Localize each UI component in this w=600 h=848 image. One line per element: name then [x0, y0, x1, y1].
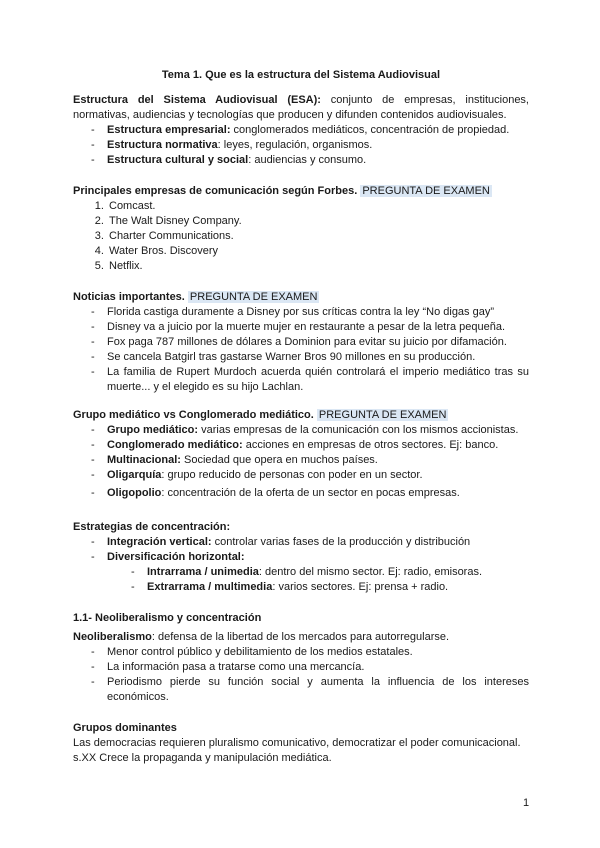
- item-term: Oligopolio: [107, 487, 162, 499]
- list-item: [89, 550, 529, 595]
- neo-list: [73, 645, 529, 705]
- grupos-dominantes-heading: Grupos dominantes: [73, 722, 177, 734]
- neo-definition-text: : defensa de la libertad de los mercados para autorregularse.: [151, 631, 450, 643]
- list-item: [89, 123, 529, 138]
- estrategias-heading: Estrategias de concentración:: [73, 521, 231, 533]
- heading-text: Noticias importantes.: [73, 291, 185, 303]
- list-item: 4. Water Bros. Discovery: [107, 244, 529, 259]
- list-item: - La información pasa a tratarse como una mercancía.: [89, 660, 529, 675]
- neo-heading: 1.1- Neoliberalismo y concentración: [73, 612, 262, 624]
- item-term: Oligarquía: [107, 469, 162, 481]
- list-item: [89, 423, 529, 438]
- list-item: - Fox paga 787 millones de dólares a Dominion para evitar su juicio por difamación.: [89, 335, 529, 350]
- document-page: [73, 68, 529, 766]
- list-item: - Periodismo pierde su función social y aumenta la influencia de los intereses económicos.: [89, 675, 529, 705]
- list-item: - Menor control público y debilitamiento de los medios estatales.: [89, 645, 529, 660]
- item-term: Diversificación horizontal:: [107, 551, 245, 563]
- list-item: [89, 438, 529, 453]
- grupos-dominantes-line2: s.XX Crece la propaganda y manipulación mediática.: [73, 752, 332, 764]
- item-text: : grupo reducido de personas con poder en un sector.: [161, 469, 423, 481]
- esa-definition: [73, 93, 529, 123]
- list-item: [89, 486, 529, 501]
- news-heading: [73, 290, 529, 305]
- list-item: [89, 468, 529, 483]
- item-term: Multinacional:: [107, 454, 181, 466]
- list-item: - La familia de Rupert Murdoch acuerda quién controlará el imperio mediático tras su muerte... y el elegido es su hijo Lachlan.: [89, 365, 529, 395]
- item-term: Estructura cultural y social: [107, 154, 249, 166]
- news-list: [73, 305, 529, 395]
- list-item: - Se cancela Batgirl tras gastarse Warner Bros 90 millones en su producción.: [89, 350, 529, 365]
- item-text: : leyes, regulación, organismos.: [217, 139, 373, 151]
- item-text: acciones en empresas de otros sectores. Ej: banco.: [242, 439, 499, 451]
- item-text: Sociedad que opera en muchos países.: [180, 454, 378, 466]
- list-item: 5. Netflix.: [107, 259, 529, 274]
- item-text: : dentro del mismo sector. Ej: radio, emisoras.: [258, 566, 483, 578]
- exam-tag: PREGUNTA DE EXAMEN: [362, 185, 490, 197]
- list-item: - Disney va a juicio por la muerte mujer en restaurante a pesar de la letra pequeña.: [89, 320, 529, 335]
- item-text: varias empresas de la comunicación con los mismos accionistas.: [198, 424, 519, 436]
- forbes-heading: [73, 184, 529, 199]
- grupo-list: [73, 423, 529, 501]
- item-term: Intrarrama / unimedia: [147, 566, 259, 578]
- neo-definition: [73, 630, 529, 645]
- list-item: [129, 565, 529, 580]
- heading-text: Principales empresas de comunicación según Forbes.: [73, 185, 358, 197]
- item-text: conglomerados mediáticos, concentración de propiedad.: [230, 124, 510, 136]
- list-item: 1. Comcast.: [107, 199, 529, 214]
- item-term: Conglomerado mediático:: [107, 439, 243, 451]
- list-item: [89, 153, 529, 168]
- horizontal-sublist: [107, 565, 529, 595]
- forbes-list: [73, 199, 529, 274]
- neo-term: Neoliberalismo: [73, 631, 152, 643]
- list-item: 3. Charter Communications.: [107, 229, 529, 244]
- esa-term: Estructura del Sistema Audiovisual (ESA):: [73, 94, 321, 106]
- exam-tag: PREGUNTA DE EXAMEN: [318, 409, 447, 421]
- item-text: : audiencias y consumo.: [248, 154, 367, 166]
- esa-definition-text: conjunto de empresas, instituciones, normativas, audiencias y tecnologías que producen y difunden contenidos audiovisuales.: [73, 94, 529, 121]
- list-item: [89, 535, 529, 550]
- page-number: 1: [523, 797, 530, 809]
- list-item: - Florida castiga duramente a Disney por sus críticas contra la ley “No digas gay”: [89, 305, 529, 320]
- item-term: Grupo mediático:: [107, 424, 199, 436]
- item-term: Integración vertical:: [107, 536, 212, 548]
- exam-tag: PREGUNTA DE EXAMEN: [189, 291, 318, 303]
- item-text: controlar varias fases de la producción y distribución: [211, 536, 471, 548]
- esa-list: [73, 123, 529, 168]
- list-item: [129, 580, 529, 595]
- item-text: : concentración de la oferta de un sector en pocas empresas.: [161, 487, 460, 499]
- heading-text: Grupo mediático vs Conglomerado mediático.: [73, 409, 314, 421]
- page-title: Tema 1. Que es la estructura del Sistema Audiovisual: [161, 69, 441, 81]
- item-term: Estructura normativa: [107, 139, 218, 151]
- list-item: [89, 453, 529, 468]
- item-text: : varios sectores. Ej: prensa + radio.: [272, 581, 449, 593]
- item-term: Extrarrama / multimedia: [147, 581, 273, 593]
- grupo-heading: [73, 408, 529, 423]
- list-item: 2. The Walt Disney Company.: [107, 214, 529, 229]
- estrategias-list: [73, 535, 529, 595]
- list-item: [89, 138, 529, 153]
- item-term: Estructura empresarial:: [107, 124, 231, 136]
- grupos-dominantes-line1: Las democracias requieren pluralismo comunicativo, democratizar el poder comunicacional.: [73, 737, 521, 749]
